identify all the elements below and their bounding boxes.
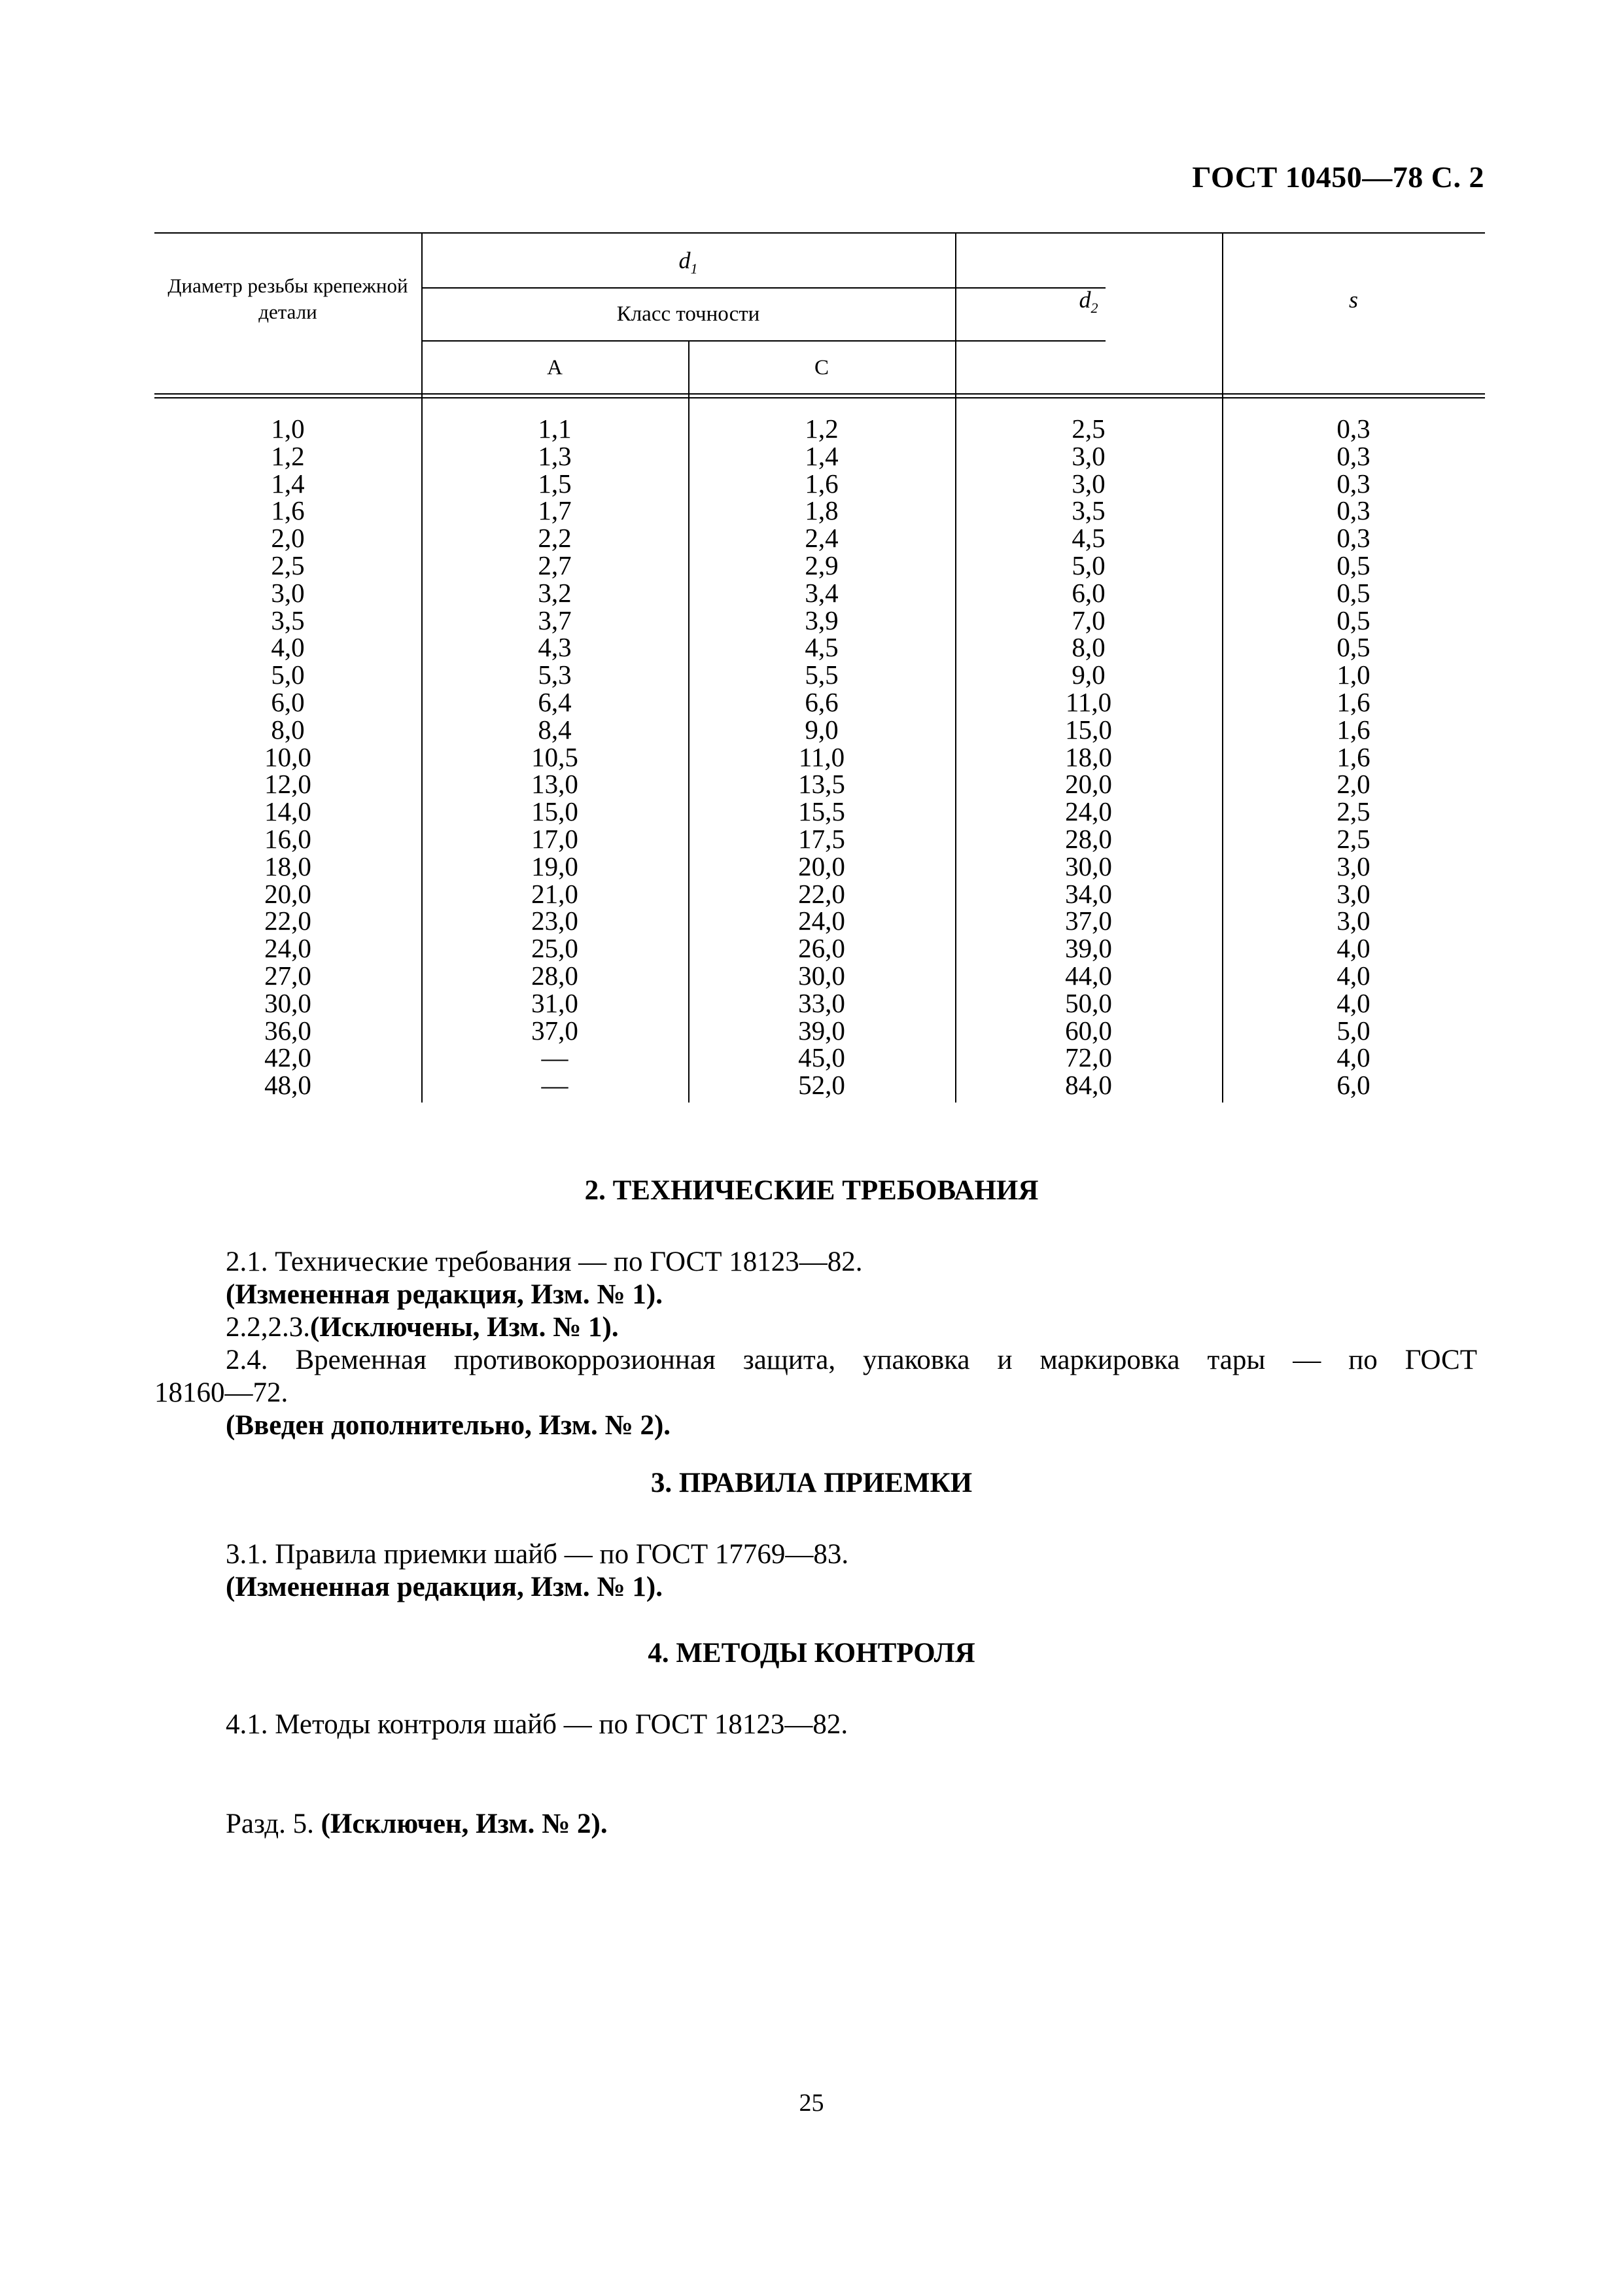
table-cell: 19,0 (531, 851, 578, 881)
table-cell: 1,6 (271, 495, 305, 526)
header-class-a: А (547, 356, 563, 380)
column-d1-class-a (421, 415, 688, 1099)
table-cell: 6,0 (271, 686, 305, 717)
table-cell: 0,5 (1336, 550, 1370, 580)
table-cell: 1,3 (538, 440, 572, 471)
header-d2: $d_2$ (1079, 287, 1098, 317)
para-2-1-note: (Измененная редакция, Изм. № 1). (226, 1279, 663, 1310)
table-cell: 4,0 (271, 632, 305, 663)
table-cell: 4,5 (805, 632, 839, 663)
table-cell: 25,0 (531, 933, 578, 964)
header-thread-diameter: Диаметр резьбы крепежной детали (167, 274, 408, 323)
table-cell: 20,0 (1065, 769, 1112, 800)
table-cell: 15,0 (1065, 714, 1112, 745)
header-d1: $d_1$ (678, 247, 698, 277)
table-cell: 5,0 (271, 660, 305, 690)
table-cell: 0,3 (1336, 495, 1370, 526)
table-cell: 31,0 (531, 987, 578, 1018)
table-cell: 3,5 (271, 605, 305, 635)
para-2-4-line2: 18160—72. (154, 1377, 288, 1408)
table-cell: 2,5 (1072, 414, 1106, 444)
table-cell: 36,0 (264, 1015, 311, 1046)
table-cell: 5,3 (538, 660, 572, 690)
table-cell: 16,0 (264, 823, 311, 854)
table-cell: 9,0 (1072, 660, 1106, 690)
para-2-1: 2.1. Технические требования — по ГОСТ 18123—82. (226, 1246, 863, 1277)
table-cell: 14,0 (264, 796, 311, 827)
document-reference: ГОСТ 10450—78 С. 2 (1192, 160, 1484, 194)
table-cell: 5,5 (805, 660, 839, 690)
table-cell: 18,0 (264, 851, 311, 881)
table-cell: 13,5 (798, 769, 845, 800)
table-cell: 30,0 (798, 960, 845, 991)
header-class-c: С (814, 356, 829, 380)
table-cell: 1,2 (271, 440, 305, 471)
table-cell: 3,0 (1072, 440, 1106, 471)
table-cell: 1,0 (271, 414, 305, 444)
table-cell: 10,5 (531, 741, 578, 772)
para-2-4-note: (Введен дополнительно, Изм. № 2). (226, 1410, 671, 1441)
table-cell: 6,4 (538, 686, 572, 717)
section-5-note: (Исключен, Изм. № 2). (321, 1809, 608, 1839)
table-cell: 1,4 (805, 440, 839, 471)
table-cell: — (541, 1070, 568, 1101)
table-cell: 12,0 (264, 769, 311, 800)
table-cell: 8,0 (1072, 632, 1106, 663)
table-cell: 1,6 (1336, 714, 1370, 745)
table-cell: 0,5 (1336, 605, 1370, 635)
table-cell: 30,0 (264, 987, 311, 1018)
table-cell: 2,5 (1336, 823, 1370, 854)
table-cell: 24,0 (798, 906, 845, 936)
table-cell: 33,0 (798, 987, 845, 1018)
para-2-2 (226, 1311, 619, 1344)
table-cell: 1,6 (805, 468, 839, 499)
table-cell: 17,5 (798, 823, 845, 854)
class-header-rule (421, 340, 1106, 342)
table-cell: 2,5 (1336, 796, 1370, 827)
table-cell: 3,5 (1072, 495, 1106, 526)
table-cell: 17,0 (531, 823, 578, 854)
header-bottom-rule-2 (154, 397, 1485, 398)
table-cell: 4,0 (1336, 960, 1370, 991)
table-cell: 1,2 (805, 414, 839, 444)
table-cell: 10,0 (264, 741, 311, 772)
table-cell: 9,0 (805, 714, 839, 745)
table-cell: 3,2 (538, 577, 572, 608)
table-cell: 2,9 (805, 550, 839, 580)
table-cell: 60,0 (1065, 1015, 1112, 1046)
para-2-4-line1: 2.4. Временная противокоррозионная защита, упаковка и маркировка тары — по ГОСТ (226, 1345, 1477, 1375)
table-cell: 28,0 (531, 960, 578, 991)
table-cell: 2,0 (1336, 769, 1370, 800)
table-cell: 7,0 (1072, 605, 1106, 635)
table-cell: 3,4 (805, 577, 839, 608)
page-number: 25 (799, 2089, 824, 2117)
header-s: s (1348, 287, 1358, 313)
table-cell: 27,0 (264, 960, 311, 991)
table-cell: 72,0 (1065, 1042, 1112, 1073)
column-thread-diameter (154, 415, 421, 1099)
table-cell: 11,0 (1065, 686, 1112, 717)
table-cell: 2,5 (271, 550, 305, 580)
header-accuracy-class: Класс точности (616, 302, 760, 326)
table-cell: 1,6 (1336, 741, 1370, 772)
table-cell: 37,0 (531, 1015, 578, 1046)
table-cell: 3,9 (805, 605, 839, 635)
table-cell: — (541, 1042, 568, 1073)
column-d2 (955, 415, 1222, 1099)
table-cell: 8,0 (271, 714, 305, 745)
table-cell: 1,5 (538, 468, 572, 499)
table-cell: 6,0 (1072, 577, 1106, 608)
table-cell: 28,0 (1065, 823, 1112, 854)
table-cell: 0,3 (1336, 523, 1370, 554)
table-cell: 30,0 (1065, 851, 1112, 881)
section-4-title: 4. МЕТОДЫ КОНТРОЛЯ (648, 1638, 975, 1669)
table-cell: 13,0 (531, 769, 578, 800)
table-cell: 42,0 (264, 1042, 311, 1073)
table-cell: 26,0 (798, 933, 845, 964)
table-cell: 5,0 (1072, 550, 1106, 580)
table-cell: 24,0 (264, 933, 311, 964)
para-4-1: 4.1. Методы контроля шайб — по ГОСТ 18123—82. (226, 1709, 848, 1740)
table-cell: 1,1 (538, 414, 572, 444)
table-cell: 4,0 (1336, 933, 1370, 964)
table-cell: 3,0 (1336, 851, 1370, 881)
table-cell: 37,0 (1065, 906, 1112, 936)
table-cell: 18,0 (1065, 741, 1112, 772)
table-cell: 8,4 (538, 714, 572, 745)
table-cell: 1,4 (271, 468, 305, 499)
table-cell: 20,0 (264, 878, 311, 909)
section-2-title: 2. ТЕХНИЧЕСКИЕ ТРЕБОВАНИЯ (584, 1175, 1039, 1206)
table-cell: 6,6 (805, 686, 839, 717)
table-cell: 0,5 (1336, 632, 1370, 663)
table-cell: 52,0 (798, 1070, 845, 1101)
table-cell: 15,0 (531, 796, 578, 827)
section-5-prefix: Разд. 5. (226, 1809, 314, 1839)
table-cell: 2,0 (271, 523, 305, 554)
para-2-2-note: (Исключены, Изм. № 1). (310, 1312, 619, 1343)
table-cell: 1,8 (805, 495, 839, 526)
table-cell: 4,0 (1336, 1042, 1370, 1073)
table-cell: 4,5 (1072, 523, 1106, 554)
table-cell: 3,0 (1072, 468, 1106, 499)
table-cell: 34,0 (1065, 878, 1112, 909)
column-d1-class-c (688, 415, 955, 1099)
table-cell: 3,7 (538, 605, 572, 635)
table-cell: 39,0 (1065, 933, 1112, 964)
para-section-5 (226, 1808, 608, 1841)
table-cell: 0,3 (1336, 468, 1370, 499)
para-3-1: 3.1. Правила приемки шайб — по ГОСТ 17769—83. (226, 1539, 849, 1570)
table-cell: 20,0 (798, 851, 845, 881)
table-cell: 39,0 (798, 1015, 845, 1046)
table-cell: 2,2 (538, 523, 572, 554)
table-cell: 48,0 (264, 1070, 311, 1101)
table-cell: 0,3 (1336, 414, 1370, 444)
table-cell: 45,0 (798, 1042, 845, 1073)
table-cell: 1,6 (1336, 686, 1370, 717)
para-3-1-note: (Измененная редакция, Изм. № 1). (226, 1572, 663, 1602)
table-cell: 6,0 (1336, 1070, 1370, 1101)
table-cell: 23,0 (531, 906, 578, 936)
table-cell: 5,0 (1336, 1015, 1370, 1046)
table-cell: 22,0 (264, 906, 311, 936)
para-2-2-number: 2.2,2.3. (226, 1312, 310, 1343)
table-cell: 11,0 (798, 741, 845, 772)
table-cell: 44,0 (1065, 960, 1112, 991)
table-cell: 22,0 (798, 878, 845, 909)
table-cell: 15,5 (798, 796, 845, 827)
table-cell: 0,5 (1336, 577, 1370, 608)
table-cell: 1,7 (538, 495, 572, 526)
table-top-rule (154, 232, 1485, 234)
table-cell: 50,0 (1065, 987, 1112, 1018)
table-cell: 21,0 (531, 878, 578, 909)
table-cell: 0,3 (1336, 440, 1370, 471)
table-cell: 4,0 (1336, 987, 1370, 1018)
table-cell: 84,0 (1065, 1070, 1112, 1101)
table-cell: 3,0 (1336, 906, 1370, 936)
header-bottom-rule-1 (154, 393, 1485, 395)
table-cell: 3,0 (1336, 878, 1370, 909)
table-cell: 1,0 (1336, 660, 1370, 690)
table-cell: 2,4 (805, 523, 839, 554)
column-s (1222, 415, 1485, 1099)
table-cell: 24,0 (1065, 796, 1112, 827)
section-3-title: 3. ПРАВИЛА ПРИЕМКИ (650, 1468, 973, 1498)
table-cell: 4,3 (538, 632, 572, 663)
table-cell: 2,7 (538, 550, 572, 580)
table-cell: 3,0 (271, 577, 305, 608)
